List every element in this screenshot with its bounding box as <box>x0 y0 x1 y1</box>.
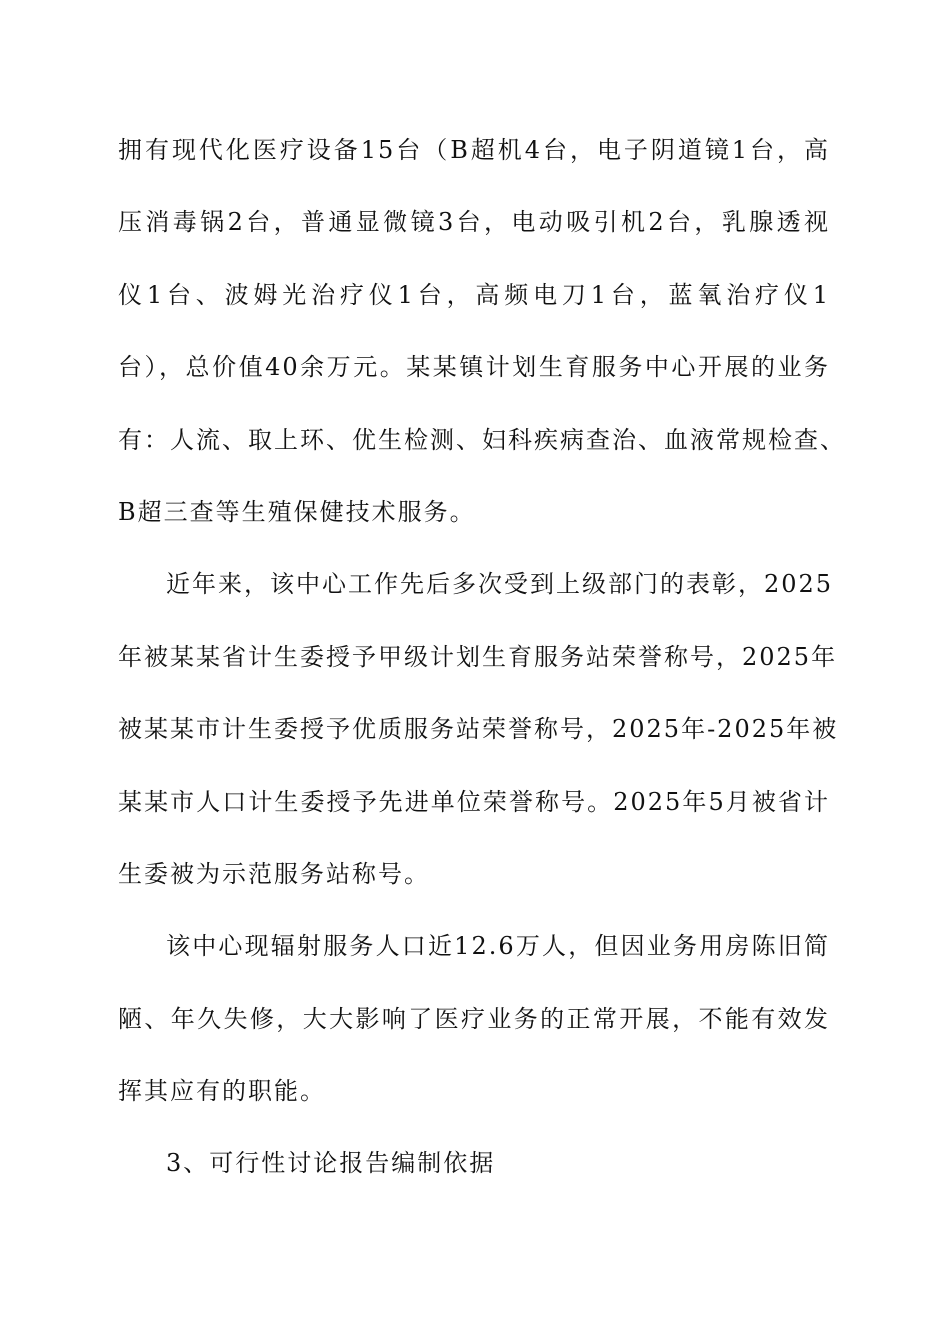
paragraph-line: 近年来，该中心工作先后多次受到上级部门的表彰，2025 <box>166 570 834 599</box>
paragraph-line: 生委被为示范服务站称号。 <box>118 859 430 888</box>
paragraph-line: 台），总价值40余万元。某某镇计划生育服务中心开展的业务 <box>118 353 830 382</box>
paragraph-line: 拥有现代化医疗设备15台（B超机4台，电子阴道镜1台，高 <box>118 136 830 164</box>
paragraph-line: 该中心现辐射服务人口近12.6万人，但因业务用房陈旧简 <box>166 932 830 961</box>
paragraph-line: 被某某市计生委授予优质服务站荣誉称号，2025年-2025年被 <box>118 715 839 744</box>
paragraph-line: 挥其应有的职能。 <box>118 1077 326 1106</box>
paragraph-line: 有：人流、取上环、优生检测、妇科疾病查治、血液常规检查、 <box>118 425 846 454</box>
paragraph-line: 压消毒锅2台，普通显微镜3台，电动吸引机2台，乳腺透视 <box>118 208 830 237</box>
document-body <box>118 128 846 1214</box>
paragraph-line: 某某市人口计生委授予先进单位荣誉称号。2025年5月被省计 <box>118 787 830 816</box>
paragraph-line: 陋、年久失修，大大影响了医疗业务的正常开展，不能有效发 <box>118 1004 830 1033</box>
section-heading: 3、可行性讨论报告编制依据 <box>166 1149 496 1178</box>
paragraph-line: B超三查等生殖保健技术服务。 <box>118 497 476 526</box>
paragraph-line: 年被某某省计生委授予甲级计划生育服务站荣誉称号，2025年 <box>118 642 838 671</box>
paragraph-line: 仪1台、波姆光治疗仪1台，高频电刀1台，蓝氧治疗仪1 <box>118 280 830 309</box>
